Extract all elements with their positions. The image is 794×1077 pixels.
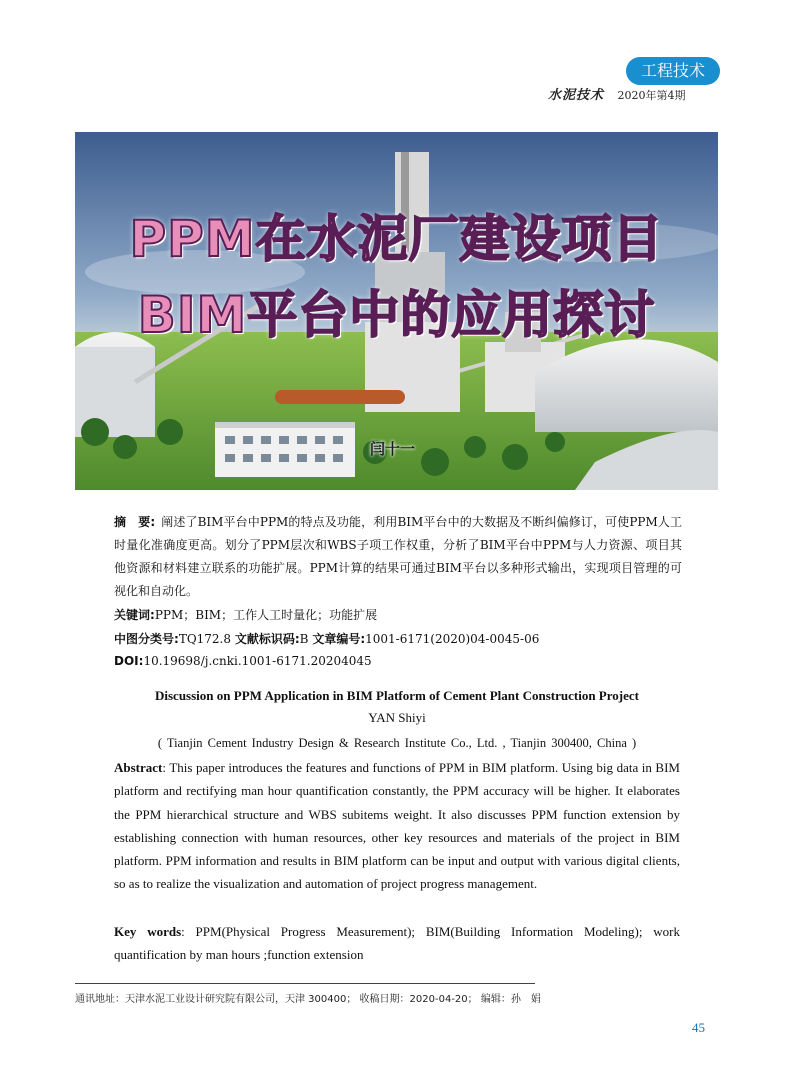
english-affiliation: ( Tianjin Cement Industry Design & Research Institute Co., Ltd. , Tianjin 300400, China ) (157, 736, 637, 750)
doi-line (114, 654, 372, 668)
keywords-cn-label: 关键词: (114, 608, 155, 622)
clc-label: 中图分类号: (114, 632, 179, 646)
english-keywords-label: Key words (114, 924, 182, 939)
doi-value[interactable]: 10.19698/j.cnki.1001-6171.20204045 (143, 654, 372, 668)
article-number-label: 文章编号: (312, 632, 366, 646)
english-title: Discussion on PPM Application in BIM Platform of Cement Plant Construction Project (155, 688, 639, 703)
doc-code-value: B (299, 632, 309, 646)
abstract-cn (114, 511, 682, 603)
article-number-value: 1001-6171(2020)04-0045-06 (365, 632, 540, 646)
english-keywords (114, 920, 680, 967)
title-line-1: PPM在水泥厂建设项目 (129, 210, 664, 268)
keywords-cn (114, 606, 377, 623)
journal-header (548, 84, 686, 103)
english-abstract-text: : This paper introduces the features and functions of PPM in BIM platform. Using big data in BIM platform and rectifying man hour quantification constantly, the PPM accuracy will be higher. It elaborates the PPM hierarchical structure and WBS subitems weight. It also discusses PPM function extension by establishing connection with human resources, other key resources and materials of the project in BIM platform. PPM information and results in BIM platform can be input and output with various digital clients, so as to realize the visualization and automation of project progress management. (114, 760, 680, 892)
journal-name: 水泥技术 (548, 88, 605, 103)
page-number: 45 (692, 1020, 705, 1035)
keywords-cn-text: PPM；BIM；工作人工时量化；功能扩展 (154, 608, 378, 622)
abstract-cn-text: 阐述了BIM平台中PPM的特点及功能，利用BIM平台中的大数据及不断纠偏修订，可使PPM人工时量化准确度更高。划分了PPM层次和WBS子项工作权重，分析了BIM平台中PPM与人力资源、项目其他资源和材料建立联系的功能扩展。PPM计算的结果可通过BIM平台以多种形式输出，实现项目管理的可视化和自动化。 (114, 515, 682, 598)
title-banner-image (75, 132, 718, 490)
classification-line (114, 630, 539, 647)
abstract-cn-label: 摘 要: (114, 515, 156, 529)
issue-label: 2020年第4期 (617, 89, 686, 102)
doc-code-label: 文献标识码: (234, 632, 300, 646)
english-keywords-text: : PPM(Physical Progress Measurement); BIM(Building Information Modeling); work quantification by man hours ;function extension (114, 924, 680, 963)
author-cn: 闫十一 (370, 440, 416, 458)
section-tag: 工程技术 (626, 57, 720, 85)
title-line-2: BIM平台中的应用探讨 (137, 286, 656, 344)
english-author: YAN Shiyi (368, 710, 426, 725)
english-abstract (114, 756, 680, 896)
footnote-divider (75, 983, 535, 984)
footnote: 通讯地址：天津水泥工业设计研究院有限公司，天津 300400； 收稿日期：2020-04-20； 编辑：孙 娟 (75, 994, 541, 1005)
clc-value: TQ172.8 (178, 632, 232, 646)
english-abstract-label: Abstract (114, 760, 163, 775)
doi-label: DOI: (114, 654, 144, 668)
